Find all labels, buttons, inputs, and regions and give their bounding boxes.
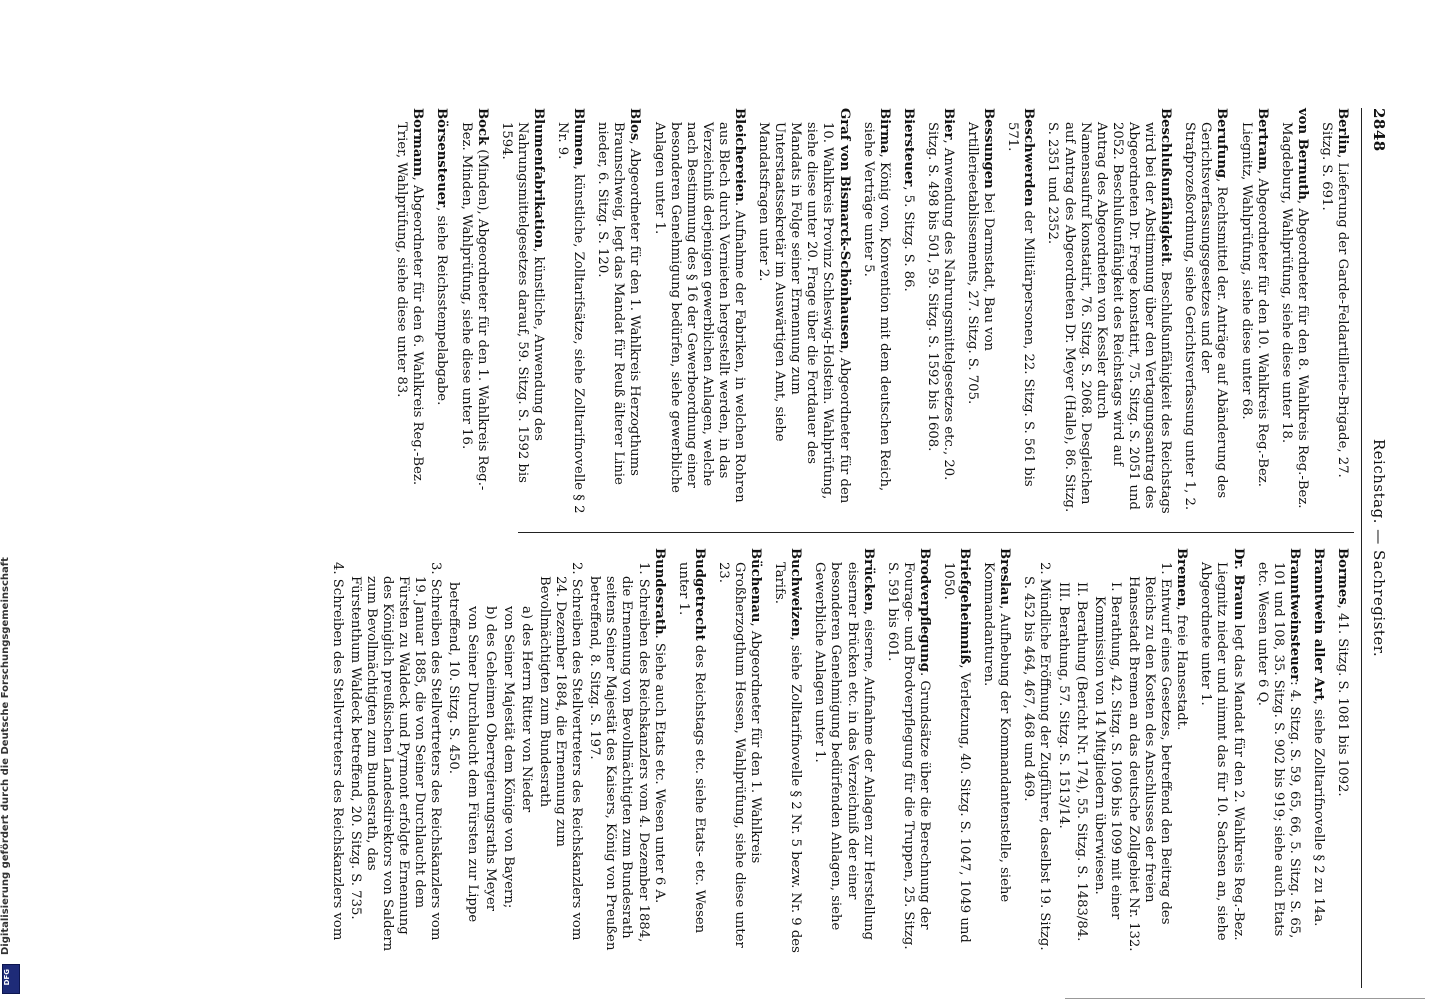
left-column <box>385 108 1350 516</box>
entry-keyword: Bleichereien <box>732 108 747 202</box>
register-entry-group <box>1020 548 1189 956</box>
entry-keyword: Büchenau <box>748 548 764 623</box>
register-entry-group <box>329 548 667 956</box>
register-entry <box>900 108 916 516</box>
entry-text: , Abgeordneter für den 6. Wahlkreis Reg.-Bez. Trier, Wahlprüfung, siehe diese unter 83. <box>394 122 426 486</box>
entry-text: der Militärpersonen, 22. Sitzg. S. 561 bis 571. <box>1005 122 1037 487</box>
entry-keyword: Breslau <box>997 548 1013 606</box>
register-entry <box>433 108 449 516</box>
entry-keyword: Bock <box>474 108 490 146</box>
entry-text: , siehe Zolltarifnovelle § 2 zu 14a. <box>1310 700 1326 927</box>
entry-keyword: Bundesrath <box>651 548 667 635</box>
dfg-logo-text: DFG <box>3 969 11 986</box>
entry-text: , König von, Konvention mit dem deutschen Reich, siehe Verträge unter 5. <box>860 122 892 492</box>
entry-keyword: Biersteuer <box>900 108 916 187</box>
register-entry <box>940 548 972 956</box>
running-head <box>1366 108 1388 988</box>
register-entry <box>1318 108 1350 516</box>
entry-text: . Grundsätze über die Berechnung der Fourage- und Brodverpflegung für die Truppen, 25. Sitzg. S. 591 bis 601. <box>884 562 932 950</box>
register-entry <box>1334 548 1350 956</box>
entry-text: , 5. Sitzg. S. 86. <box>900 186 916 292</box>
sub-entry: betreffend, 10. Sitzg. S. 450. <box>446 582 462 774</box>
entry-text: des Reichstags etc. siehe Etats- etc. Wesen unter 1. <box>675 562 707 934</box>
entry-text: . Siehe auch Etats etc. Wesen unter 6 A. <box>651 634 667 904</box>
register-entry <box>1197 548 1245 956</box>
entry-keyword: Brücken <box>860 548 876 611</box>
entry-text: . Aufnahme der Fabriken, in welchen Rohren aus Blech durch Vernieten hergestellt werden, in das Verzeichniß derjenigen gewerblichen Anlagen, welche nach Bestimmung des § 16 der Gewerbeordnung einer besonderen Genehmigung bedürfen, siehe gewerbliche Anlagen unter 1. <box>651 122 747 503</box>
entry-text: , Rechtsmittel der. Anträge auf Abänderung des Gerichtsverfassungsgesetzes und der Strafprozeßordnung, siehe Gerichtsverfassung unter 1, 2. <box>1182 122 1230 511</box>
entry-text: , künstliche, Anwendung des Nahrungsmittelgesetzes darauf, 59. Sitzg. S. 1592 bis 1594. <box>498 122 546 483</box>
register-entry <box>554 108 586 516</box>
register-entry <box>811 548 875 956</box>
dfg-logo <box>2 964 20 994</box>
register-entry <box>650 108 747 516</box>
entry-text: legt das Mandat für den 2. Wahlkreis Reg.-Bez. Liegnitz nieder und nimmt das für 10. Sachsen an, siehe Abgeordnete unter 1. <box>1198 562 1246 941</box>
register-entry <box>771 548 803 956</box>
entry-keyword: Branntwein aller Art <box>1310 548 1326 701</box>
entry-keyword: Bertram <box>1254 108 1270 171</box>
register-entry <box>964 108 996 516</box>
entry-keyword: Graf von Bismarck-Schönhausen <box>836 108 852 350</box>
entry-text: bei Darmstadt, Bau von Artillerieetablissements, 27. Sitzg. S. 705. <box>965 122 997 405</box>
register-entry <box>1254 548 1302 956</box>
register-entry <box>1044 108 1173 516</box>
sub-entry: II. Berathung (Bericht Nr. 174), 55. Sitzg. S. 1483/84. <box>1073 582 1089 942</box>
entry-keyword: Blos <box>627 108 643 141</box>
entry-text: , künstliche, Zolltarifsätze, siehe Zolltarifnovelle § 2 Nr. 9. <box>555 122 587 514</box>
sub-entry: 2. Schreiben des Stellvertreters des Reichskanzlers vom 24. Dezember 1884, die Ernennung zum Bevollmächtigten zum Bundesrath <box>536 562 585 941</box>
entry-keyword: Börsensteuer <box>434 108 450 208</box>
right-column <box>321 548 1350 956</box>
sub-entry: 1. Entwurf eines Gesetzes, betreffend den Beitrag des Reichs zu den Kosten des Anschlusses der freien Hansestadt Bremen an das deutsche Zollgebiet Nr. 132. <box>1125 562 1174 952</box>
sub-entry: I. Berathung, 42. Sitzg. S. 1096 bis 1099 mit einer Kommission von 14 Mitgliedern überwiesen. <box>1091 582 1123 920</box>
running-title: Reichstag. — Sachregister. <box>1370 438 1388 658</box>
register-page <box>120 108 1388 988</box>
entry-text: , Abgeordneter für den 10. Wahlkreis Reg.-Bez. Liegnitz, Wahlprüfung, siehe diese unter 68. <box>1238 122 1270 487</box>
sub-entry: b) des Geheimen Oberregierungsraths Meyer <box>482 606 498 912</box>
register-entry <box>1278 108 1310 516</box>
register-entry <box>1310 548 1326 956</box>
digitization-sidebar <box>0 0 22 1000</box>
entry-keyword: Bormes <box>1335 548 1350 605</box>
entry-keyword: Blumenfabrikation <box>530 108 546 249</box>
entry-text: , Verletzung, 40. Sitzg. S. 1047, 1049 und 1050. <box>941 562 973 943</box>
entry-keyword: von Bernuth <box>1294 108 1310 200</box>
entry-keyword: Beschwerden <box>1021 108 1037 207</box>
sub-entry: von Seiner Durchlaucht dem Fürsten zur Lippe <box>464 606 480 923</box>
entry-keyword: Beschlußunfähigkeit <box>1158 108 1174 264</box>
entry-keyword: Bremen <box>1174 548 1190 607</box>
register-entry <box>980 548 1012 956</box>
register-entry <box>458 108 490 516</box>
entry-keyword: Blumen <box>571 108 587 166</box>
entry-text: . Beschlußunfähigkeit des Reichstags wird bei der Abstimmung über den Vertagungsantrag des Abgeordneten Dr. Frege konstatirt, 75. Sitzg. S. 2051 und 2052. Beschlußunfähigkeit des Reichstags wird auf Antrag des Abgeordneten von Kessler durch Namensaufruf konstatirt, 76. Sitzg. S. 2068. Desgleichen auf Antrag des Abgeordneten Dr. Meyer (Halle), 86. Sitzg. S. 2351 und 2352. <box>1045 122 1174 514</box>
page-number: 2848 <box>1370 108 1388 152</box>
footer-rule <box>1065 998 1425 999</box>
sub-entry: von Seiner Majestät dem Könige von Bayern; <box>500 606 516 909</box>
sub-entry: 3. Schreiben des Stellvertreters des Reichskanzlers vom 19. Januar 1885, die von Seiner Durchlaucht dem Fürsten zu Waldeck und Pyrmont erfolgte Ernennung des Königlich preußischen Landesdirektors von Saldern zum Bevollmächtigten zum Bundesrath, das Fürstenthum Waldeck betreffend, 20. Sitzg. S. 735. <box>347 562 444 952</box>
entry-keyword: Branntweinsteuer <box>1286 548 1302 682</box>
entry-keyword: Dr. Braun <box>1230 548 1246 621</box>
entry-text: : 4. Sitzg. S. 59, 65, 66, 5. Sitzg. S. 65, 101 und 108, 35. Sitzg. S. 902 bis 919; siehe auch Etats etc. Wesen unter 6 Q. <box>1254 562 1302 939</box>
register-entry <box>924 108 956 516</box>
sub-entry: 2. Mündliche Eröffnung der Zugführer, daselbst 19. Sitzg. S. 452 bis 464, 467, 468 und 469. <box>1021 562 1053 951</box>
register-entry <box>498 108 546 516</box>
column-divider <box>518 532 1354 533</box>
entry-keyword: Buchweizen <box>788 548 804 637</box>
entry-text: , Abgeordneter für den 8. Wahlkreis Reg.-Bez. Magdeburg, Wahlprüfung, siehe diese unter 18. <box>1278 122 1310 509</box>
entry-text: , Abgeordneter für den 1. Wahlkreis Großherzogthum Hessen, Wahlprüfung, siehe diese unter 23. <box>715 562 764 948</box>
register-entry <box>1004 108 1036 516</box>
entry-text: , eiserne, Aufnahme der Anlagen zur Herstellung eiserner Brücken etc. in das Verzeichniß der einer besonderen Genehmigung bedürfenden Anlagen, siehe Gewerbliche Anlagen unter 1. <box>812 562 876 941</box>
entry-keyword: Bormann <box>410 108 426 177</box>
entry-keyword: Briefgeheimniß <box>957 548 973 665</box>
register-entry <box>755 108 852 516</box>
entry-keyword: Budgetrecht <box>691 548 707 641</box>
entry-text: (Minden), Abgeordneter für den 1. Wahlkreis Reg.-Bez. Minden, Wahlprüfung, siehe diese unter 16. <box>458 122 490 491</box>
entry-text: , 41. Sitzg. S. 1081 bis 1092. <box>1335 604 1350 797</box>
header-rule <box>1361 108 1362 988</box>
register-entry <box>860 108 892 516</box>
sub-entry: III. Berathung, 57. Sitzg. S. 1513/14. <box>1055 582 1071 829</box>
entry-keyword: Brodverpflegung <box>916 548 932 672</box>
sub-entry: a) des Herrn Ritter von Nieder <box>518 606 534 813</box>
entry-text: , siehe Reichsstempelabgabe. <box>434 207 450 406</box>
entry-text: , Abgeordneter für den 1. Wahlkreis Herzogthums Braunschweig, legt das Mandat für Reuß älterer Linie nieder, 6. Sitzg. S. 120. <box>595 122 643 485</box>
register-entry <box>884 548 932 956</box>
entry-text: , Abgeordneter für den 10. Wahlkreis Provinz Schleswig-Holstein. Wahlprüfung, siehe diese unter 20. Frage über die Fortdauer des Mandats in Folge seiner Ernennung zum Unterstaatssekretär im Auswärtigen Amt, siehe Mandatsfragen unter 2. <box>756 122 852 504</box>
entry-keyword: Berufung <box>1214 108 1230 179</box>
entry-text: , freie Hansestadt. <box>1174 606 1190 731</box>
entry-text: , Anwendung des Nahrungsmittelgesetzes etc., 20. Sitzg. S. 498 bis 501, 59. Sitzg. S. 1592 bis 1608. <box>924 122 957 481</box>
entry-text: , Lieferung der Garde-Feldartillerie-Brigade, 27. Sitzg. S. 691. <box>1318 122 1350 478</box>
entry-keyword: Birma <box>876 108 892 154</box>
register-entry <box>675 548 707 956</box>
entry-keyword: Bier <box>941 108 957 140</box>
entry-keyword: Bessungen <box>981 108 997 189</box>
entry-text: , Aufhebung der Kommandantenstelle, siehe Kommandanturen. <box>981 562 1013 903</box>
register-entry <box>1181 108 1229 516</box>
register-entry <box>1237 108 1269 516</box>
entry-keyword: Berlin <box>1335 108 1350 155</box>
register-entry <box>594 108 642 516</box>
entry-text: , siehe Zolltarifnovelle § 2 Nr. 5 bezw. Nr. 9 des Tarifs. <box>772 562 804 953</box>
dfg-credit-text: Digitalisierung gefördert durch die Deutsche Forschungsgemeinschaft <box>0 557 11 955</box>
register-entry <box>715 548 763 956</box>
sub-entry: 4. Schreiben des Stellvertreters des Reichskanzlers vom <box>329 562 345 941</box>
register-entry <box>393 108 425 516</box>
sub-entry: 1. Schreiben des Reichskanzlers vom 4. Dezember 1884, die Ernennung von Bevollmächtigten zum Bundesrath seitens Seiner Majestät des Kaisers, König von Preußen betreffend, 8. Sitzg. S. 197. <box>587 562 651 951</box>
